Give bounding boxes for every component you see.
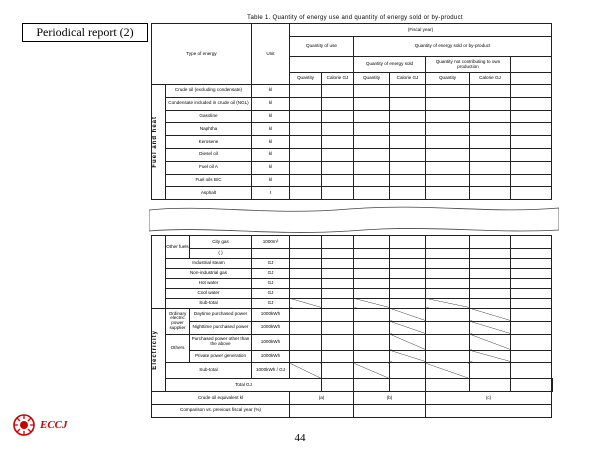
energy-unit: t (252, 187, 290, 200)
torn-break (149, 204, 559, 234)
col-calorie: Calorie GJ (470, 73, 511, 85)
energy-name: Fuel oil A (166, 161, 252, 174)
blank-cell (511, 73, 552, 85)
city-gas-paren: ( ) (190, 248, 252, 258)
energy-unit: GJ (252, 288, 290, 298)
ordinary-supplier-label: Ordinary electric power supplier (166, 308, 190, 334)
crude-equivalent-row: Crude oil equivalent kl (152, 392, 290, 405)
fuel-heat-group: Fuel and heat (152, 85, 166, 200)
energy-name: Crude oil (excluding condensate) (166, 85, 252, 98)
type-header: Type of energy (152, 24, 252, 85)
blank-cell (290, 57, 354, 73)
col-quantity: Quantity (426, 73, 470, 85)
energy-unit: 1000kWh (252, 308, 290, 321)
col-calorie: Calorie GJ (322, 73, 354, 85)
page-number: 44 (294, 432, 306, 444)
energy-unit: 1000kWh (252, 321, 290, 334)
energy-unit: GJ (252, 268, 290, 278)
energy-unit: 1000kWh (252, 334, 290, 350)
energy-unit: GJ (252, 258, 290, 268)
energy-unit: 1000m³ (252, 236, 290, 249)
energy-unit: kl (252, 97, 290, 110)
energy-unit: 1000kWh / GJ (252, 363, 290, 379)
energy-name: Naphtha (166, 123, 252, 136)
sold-header: Quantity of energy sold or by-product (354, 37, 552, 57)
others-label: Others (166, 334, 190, 363)
energy-unit: GJ (252, 298, 290, 308)
energy-name: Non-industrial gas (166, 268, 252, 278)
energy-name: Daytime purchased power (190, 308, 252, 321)
mark-c: (c) (426, 392, 552, 405)
total-row: Total GJ (166, 379, 322, 392)
energy-unit: kl (252, 136, 290, 149)
energy-name: Fuel oils B/C (166, 174, 252, 187)
energy-unit: kl (252, 148, 290, 161)
fiscal-year: (Fiscal year) (290, 24, 552, 37)
energy-name: Sub-total (166, 298, 252, 308)
energy-name: City gas (190, 236, 252, 249)
col-quantity: Quantity (354, 73, 390, 85)
other-fuels-label: Other fuels (166, 236, 190, 259)
energy-unit: kl (252, 123, 290, 136)
energy-name: Kerosene (166, 136, 252, 149)
energy-unit: kl (252, 85, 290, 98)
mark-b: (b) (354, 392, 426, 405)
energy-sold-header: Quantity of energy sold (354, 57, 426, 73)
mark-a: (a) (290, 392, 354, 405)
comparison-row: Comparison vs. previous fiscal year (%) (152, 404, 290, 417)
report-tag: Periodical report (2) (22, 23, 148, 42)
electricity-group: Electricity (152, 308, 166, 391)
energy-name: Hot water (166, 278, 252, 288)
energy-name: Nighttime purchased power (190, 321, 252, 334)
energy-name: Cool water (166, 288, 252, 298)
energy-unit: GJ (252, 278, 290, 288)
energy-name: Sub-total (166, 363, 252, 379)
quantity-of-use-header: Quantity of use (290, 37, 354, 57)
not-contributing-header: Quantity not contributing to own production (426, 57, 511, 73)
energy-name: Diesel oil (166, 148, 252, 161)
energy-name: Condensate included in crude oil (NGL) (166, 97, 252, 110)
blank-cell (511, 57, 552, 73)
col-calorie: Calorie GJ (390, 73, 426, 85)
unit-header: Unit (252, 24, 290, 85)
energy-name: Private power generation (190, 350, 252, 363)
energy-unit: 1000kWh (252, 350, 290, 363)
energy-unit: kl (252, 161, 290, 174)
energy-name: Purchased power other than the above (190, 334, 252, 350)
fuel-heat-group-lower (152, 236, 166, 309)
col-quantity: Quantity (290, 73, 322, 85)
energy-name: Industrial steam (166, 258, 252, 268)
energy-name: Gasoline (166, 110, 252, 123)
energy-unit: kl (252, 110, 290, 123)
energy-name: Asphalt (166, 187, 252, 200)
energy-unit: kl (252, 174, 290, 187)
table-caption: Table 1. Quantity of energy use and quantity of energy sold or by-product (247, 15, 463, 21)
logo-text: ECCJ (40, 419, 68, 431)
